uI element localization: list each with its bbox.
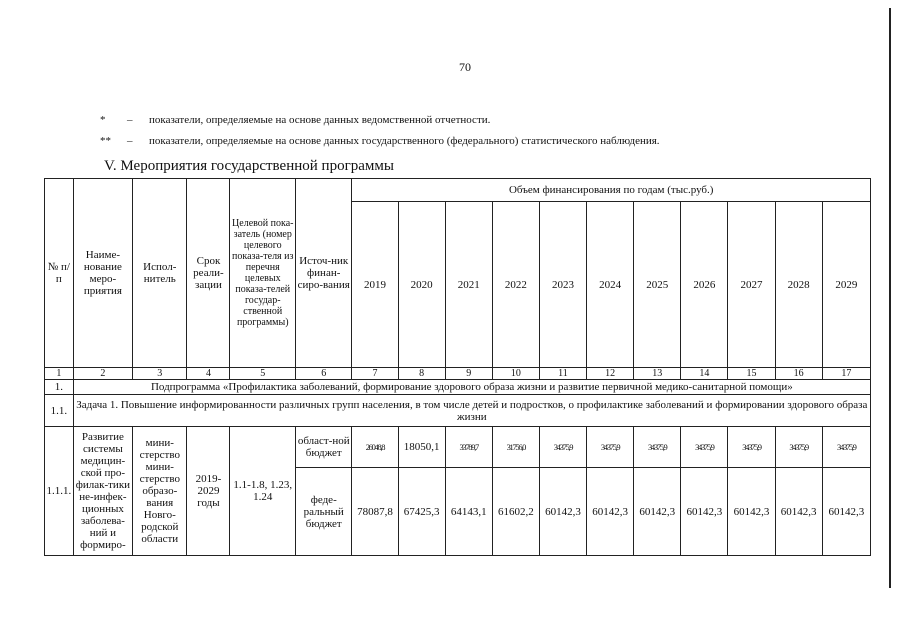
- subprogram-num: 1.: [45, 380, 74, 395]
- column-number: 12: [587, 368, 634, 380]
- column-number: 7: [352, 368, 398, 380]
- funding-value: 34375,9: [822, 427, 870, 468]
- header-period: Срок реали-зации: [187, 179, 230, 368]
- header-year: 2025: [634, 202, 681, 368]
- column-number: 14: [681, 368, 728, 380]
- header-year: 2023: [539, 202, 586, 368]
- column-number: 5: [230, 368, 296, 380]
- task-title: Задача 1. Повышение информированности различных групп населения, в том числе детей и подростков, о профилактике заболеваний и формировании здорового образа жизни: [73, 395, 870, 427]
- footnote-text: показатели, определяемые на основе данных ведомственной отчетности.: [149, 114, 491, 126]
- header-target-indicator: Целевой пока-затель (номер целевого показа-теля из перечня целевых показа-телей государ-ственной программы): [230, 179, 296, 368]
- footnote-mark: **: [100, 135, 111, 147]
- funding-value: 60142,3: [822, 468, 870, 556]
- column-number: 1: [45, 368, 74, 380]
- funding-value: 34375,9: [681, 427, 728, 468]
- header-num: № п/п: [45, 179, 74, 368]
- column-number: 13: [634, 368, 681, 380]
- page-edge-rule: [889, 8, 891, 588]
- header-year: 2019: [352, 202, 398, 368]
- column-number: 16: [775, 368, 822, 380]
- activity-period: 2019-2029 годы: [187, 427, 230, 556]
- task-row: [45, 395, 871, 427]
- header-row: [45, 179, 871, 202]
- funding-value: 34375,9: [775, 427, 822, 468]
- footnote-1: [100, 110, 660, 131]
- column-number: 10: [492, 368, 539, 380]
- column-number: 8: [398, 368, 445, 380]
- funding-value: 64143,1: [445, 468, 492, 556]
- column-number: 17: [822, 368, 870, 380]
- footnote-dash: –: [127, 114, 133, 126]
- column-number: 4: [187, 368, 230, 380]
- task-num: 1.1.: [45, 395, 74, 427]
- column-number: 9: [445, 368, 492, 380]
- header-year: 2029: [822, 202, 870, 368]
- header-name: Наиме-нование меро-приятия: [73, 179, 132, 368]
- header-year: 2026: [681, 202, 728, 368]
- funding-value: 60142,3: [539, 468, 586, 556]
- page-number: 70: [459, 60, 471, 74]
- subprogram-title: Подпрограмма «Профилактика заболеваний, формирование здорового образа жизни и развитие первичной медико-санитарной помощи»: [73, 380, 870, 395]
- funding-value: 34375,9: [539, 427, 586, 468]
- funding-value: 78087,8: [352, 468, 398, 556]
- header-executor: Испол-нитель: [133, 179, 187, 368]
- program-activities-table: [44, 178, 871, 556]
- column-number: 3: [133, 368, 187, 380]
- column-number: 6: [296, 368, 352, 380]
- subprogram-row: [45, 380, 871, 395]
- footnotes: [100, 110, 660, 152]
- funding-value: 34375,9: [634, 427, 681, 468]
- funding-value: 26048,8: [352, 427, 398, 468]
- column-number: 11: [539, 368, 586, 380]
- activity-name: Развитие системы медицин-ской про-филак-тики не-инфек-ционных заболева-ний и формиро-: [73, 427, 132, 556]
- funding-source: феде-ральный бюджет: [296, 468, 352, 556]
- footnote-dash: –: [127, 135, 133, 147]
- section-title: V. Мероприятия государственной программы: [104, 158, 394, 174]
- funding-value: 31756,0: [492, 427, 539, 468]
- header-funding-group: Объем финансирования по годам (тыс.руб.): [352, 179, 871, 202]
- activity-target: 1.1-1.8, 1.23, 1.24: [230, 427, 296, 556]
- header-year: 2021: [445, 202, 492, 368]
- funding-value: 33789,7: [445, 427, 492, 468]
- header-year: 2027: [728, 202, 775, 368]
- funding-value: 34375,9: [728, 427, 775, 468]
- funding-value: 60142,3: [681, 468, 728, 556]
- funding-value: 34375,9: [587, 427, 634, 468]
- funding-value: 60142,3: [728, 468, 775, 556]
- funding-value: 61602,2: [492, 468, 539, 556]
- header-year: 2024: [587, 202, 634, 368]
- footnote-2: [100, 131, 660, 152]
- funding-value: 18050,1: [398, 427, 445, 468]
- funding-value: 60142,3: [775, 468, 822, 556]
- header-year: 2022: [492, 202, 539, 368]
- column-number: 15: [728, 368, 775, 380]
- header-year: 2020: [398, 202, 445, 368]
- column-number: 2: [73, 368, 132, 380]
- funding-source: област-ной бюджет: [296, 427, 352, 468]
- funding-value: 60142,3: [587, 468, 634, 556]
- footnote-text: показатели, определяемые на основе данных государственного (федерального) статистического наблюдения.: [149, 135, 660, 147]
- header-year: 2028: [775, 202, 822, 368]
- activity-row-regional: [45, 427, 871, 468]
- activity-executor: мини-стерство мини-стерство образо-вания Новго-родской области: [133, 427, 187, 556]
- activity-num: 1.1.1.: [45, 427, 74, 556]
- column-number-row: [45, 368, 871, 380]
- header-funding-source: Источ-ник финан-сиро-вания: [296, 179, 352, 368]
- funding-value: 67425,3: [398, 468, 445, 556]
- footnote-mark: *: [100, 114, 106, 126]
- funding-value: 60142,3: [634, 468, 681, 556]
